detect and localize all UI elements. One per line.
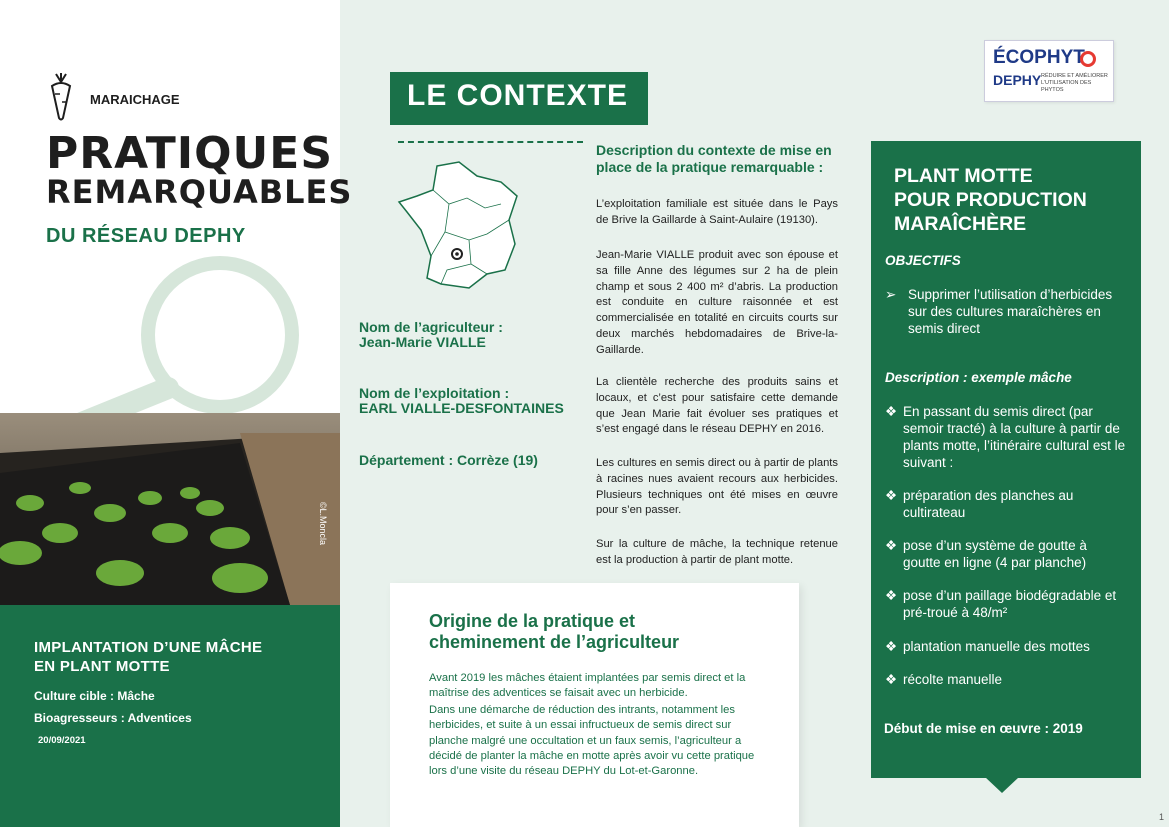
start-year: Début de mise en œuvre : 2019 <box>884 721 1083 736</box>
arrow-bullet-icon: ➢ <box>885 287 897 302</box>
farm-label: Nom de l’exploitation : <box>359 385 510 401</box>
practice-title-line3: MARAÎCHÈRE <box>894 213 1027 235</box>
origin-title-line2: cheminement de l’agriculteur <box>429 632 680 652</box>
origin-title <box>429 611 769 653</box>
france-map-icon <box>397 160 527 300</box>
context-paragraph-5: Sur la culture de mâche, la technique retenue est la production à partir de plant motte. <box>596 538 838 566</box>
farm-name: EARL VIALLE-DESFONTAINES <box>359 400 564 416</box>
target-crop: Culture cible : Mâche <box>34 689 155 703</box>
panel-arrow <box>985 777 1019 793</box>
context-paragraph-3: La clientèle recherche des produits sains et locaux, et c’est pour satisfaire cette demande que Jean Marie fait évoluer ses pratiques et s’est engagé dans le réseau DEPHY en 2016. <box>596 376 838 436</box>
logo-o-ring <box>1080 51 1096 67</box>
practice-title-line2: POUR PRODUCTION <box>894 189 1087 211</box>
origin-title-line1: Origine de la pratique et <box>429 611 636 631</box>
department: Département : Corrèze (19) <box>359 452 538 468</box>
category-label: MARAICHAGE <box>90 92 180 107</box>
origin-paragraph-1: Avant 2019 les mâches étaient implantées par semis direct et la maîtrise des adventices se faisait avec un herbicide. <box>429 672 746 700</box>
diamond-bullet-icon: ❖ <box>885 488 898 503</box>
field-photo <box>0 413 340 605</box>
lettuce-field-illustration <box>0 413 340 605</box>
logo-tagline: RÉDUIRE ET AMÉLIORER L’UTILISATION DES PHYTOS <box>1041 73 1108 93</box>
carrot-icon <box>48 70 74 122</box>
practice-title-line1: PLANT MOTTE <box>894 165 1033 187</box>
pests: Bioagresseurs : Adventices <box>34 711 192 725</box>
summary-title-line1: IMPLANTATION D’UNE MÂCHE <box>34 639 263 656</box>
photo-credit: ©L.Moncla <box>318 501 328 545</box>
practice-title <box>894 164 1134 236</box>
diamond-bullet-icon: ❖ <box>885 588 898 603</box>
dashed-divider <box>398 141 583 143</box>
context-description-heading: Description du contexte de mise en place de la pratique remarquable : <box>596 142 832 175</box>
page-number: 1 <box>1159 812 1165 822</box>
diamond-bullet-icon: ❖ <box>885 538 898 553</box>
context-title: LE CONTEXTE <box>407 79 629 112</box>
logo-ecophyto-text: ÉCOPHYT <box>993 47 1085 68</box>
diamond-bullet-icon: ❖ <box>885 404 898 419</box>
page-subtitle: DU RÉSEAU DEPHY <box>46 225 246 247</box>
ecophyto-dephy-logo <box>984 40 1114 102</box>
summary-title-line2: EN PLANT MOTTE <box>34 658 170 675</box>
context-paragraph-1: L’exploitation familiale est située dans le Pays de Brive la Gaillarde à Saint-Aulaire (19130). <box>596 198 838 226</box>
description-label: Description : exemple mâche <box>885 370 1072 385</box>
diamond-bullet-icon: ❖ <box>885 672 898 687</box>
farmer-name: Jean-Marie VIALLE <box>359 334 486 350</box>
page-title-line2: REMARQUABLES <box>46 173 353 211</box>
page-title-line1: PRATIQUES <box>46 128 334 179</box>
context-paragraph-4: Les cultures en semis direct ou à partir de plants à racines nues avaient recours aux herbicides. Plusieurs techniques ont été mises en œuvre pour s’en passer. <box>596 457 838 517</box>
date: 20/09/2021 <box>38 735 86 746</box>
diamond-bullet-icon: ❖ <box>885 639 898 654</box>
farmer-label: Nom de l’agriculteur : <box>359 319 503 335</box>
objectives-label: OBJECTIFS <box>885 253 961 268</box>
context-paragraph-2: Jean-Marie VIALLE produit avec son épouse et sa fille Anne des légumes sur 2 ha de plein champ et sous 2 400 m² d’abris. La production est conduite en culture raisonnée et est commercialisée en totalité en circuits courts sur deux marchés hebdomadaires de Brive-la-Gaillarde. <box>596 249 838 356</box>
origin-paragraph-2: Dans une démarche de réduction des intrants, notamment les herbicides, et suite à un essai infructueux de semis direct sur planche malgré une occultation et un faux semis, l’agriculteur a décidé de planter la mâche en motte après avoir vu cette pratique lors d’une visite du réseau DEPHY du Lot-et-Garonne. <box>429 704 755 778</box>
logo-dephy-text: DEPHY <box>993 72 1042 88</box>
